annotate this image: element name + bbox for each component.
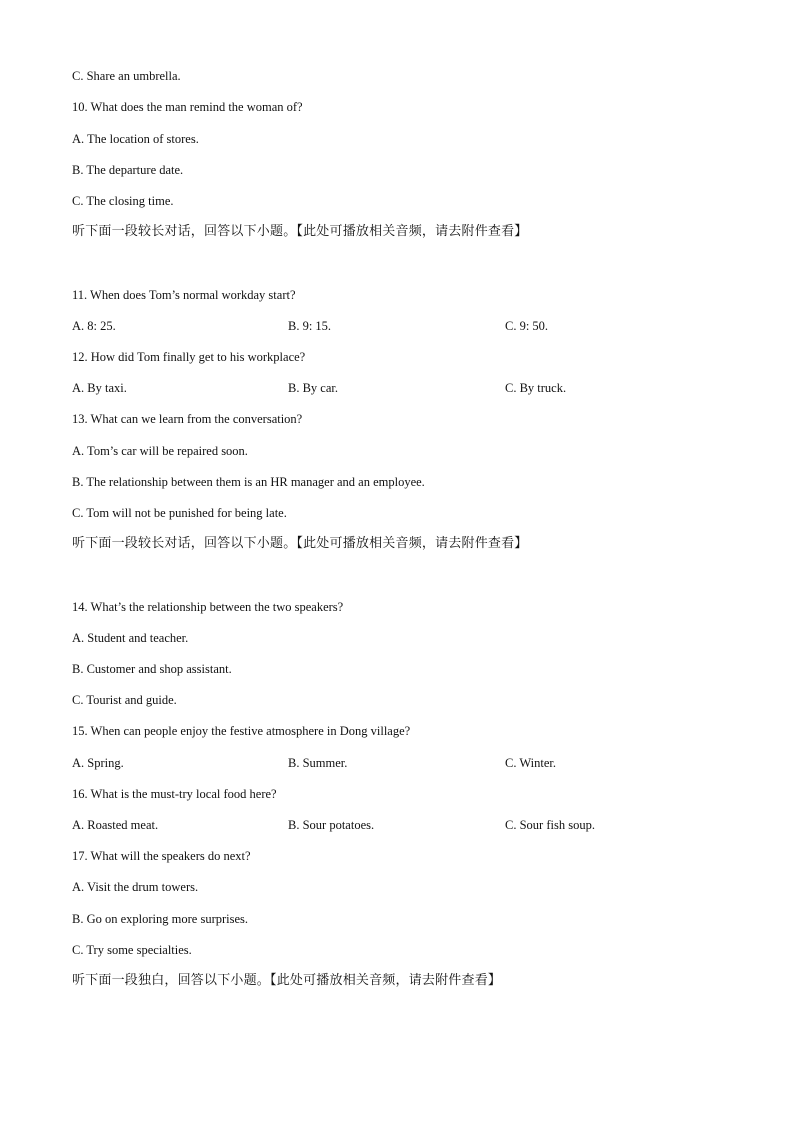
option-9c: C. Share an umbrella. (72, 69, 181, 83)
option-12b: B. By car. (288, 381, 338, 395)
option-16c: C. Sour fish soup. (505, 818, 595, 832)
option-15b: B. Summer. (288, 756, 348, 770)
options-row-16 (72, 817, 722, 833)
section-instruction-1: 听下面一段较长对话，回答以下小题。【此处可播放相关音频，请去附件查看】 (72, 224, 528, 239)
option-15c: C. Winter. (505, 756, 557, 770)
option-14b: B. Customer and shop assistant. (72, 662, 232, 676)
option-13a: A. Tom’s car will be repaired soon. (72, 444, 248, 458)
option-13b: B. The relationship between them is an HR manager and an employee. (72, 475, 425, 489)
options-row-11 (72, 318, 722, 334)
option-10b: B. The departure date. (72, 163, 184, 177)
option-10a: A. The location of stores. (72, 132, 199, 146)
option-14c: C. Tourist and guide. (72, 693, 177, 707)
question-15: 15. When can people enjoy the festive atmosphere in Dong village? (72, 724, 411, 738)
option-11a: A. 8: 25. (72, 319, 116, 333)
option-15a: A. Spring. (72, 756, 124, 770)
question-12: 12. How did Tom finally get to his workplace? (72, 350, 306, 364)
question-16: 16. What is the must-try local food here? (72, 787, 277, 801)
option-17c: C. Try some specialties. (72, 943, 192, 957)
question-14: 14. What’s the relationship between the two speakers? (72, 600, 344, 614)
options-row-15 (72, 755, 722, 771)
option-10c: C. The closing time. (72, 194, 174, 208)
option-16b: B. Sour potatoes. (288, 818, 375, 832)
question-10: 10. What does the man remind the woman of? (72, 100, 303, 114)
option-12c: C. By truck. (505, 381, 567, 395)
option-11b: B. 9: 15. (288, 319, 332, 333)
option-17a: A. Visit the drum towers. (72, 880, 199, 894)
option-14a: A. Student and teacher. (72, 631, 189, 645)
section-instruction-2: 听下面一段较长对话，回答以下小题。【此处可播放相关音频，请去附件查看】 (72, 536, 528, 551)
option-11c: C. 9: 50. (505, 319, 549, 333)
question-11: 11. When does Tom’s normal workday start? (72, 288, 296, 302)
question-13: 13. What can we learn from the conversation? (72, 412, 303, 426)
section-instruction-3: 听下面一段独白，回答以下小题。【此处可播放相关音频，请去附件查看】 (72, 973, 502, 988)
question-17: 17. What will the speakers do next? (72, 849, 251, 863)
option-17b: B. Go on exploring more surprises. (72, 912, 249, 926)
option-13c: C. Tom will not be punished for being late. (72, 506, 287, 520)
option-12a: A. By taxi. (72, 381, 127, 395)
option-16a: A. Roasted meat. (72, 818, 159, 832)
options-row-12 (72, 380, 722, 396)
